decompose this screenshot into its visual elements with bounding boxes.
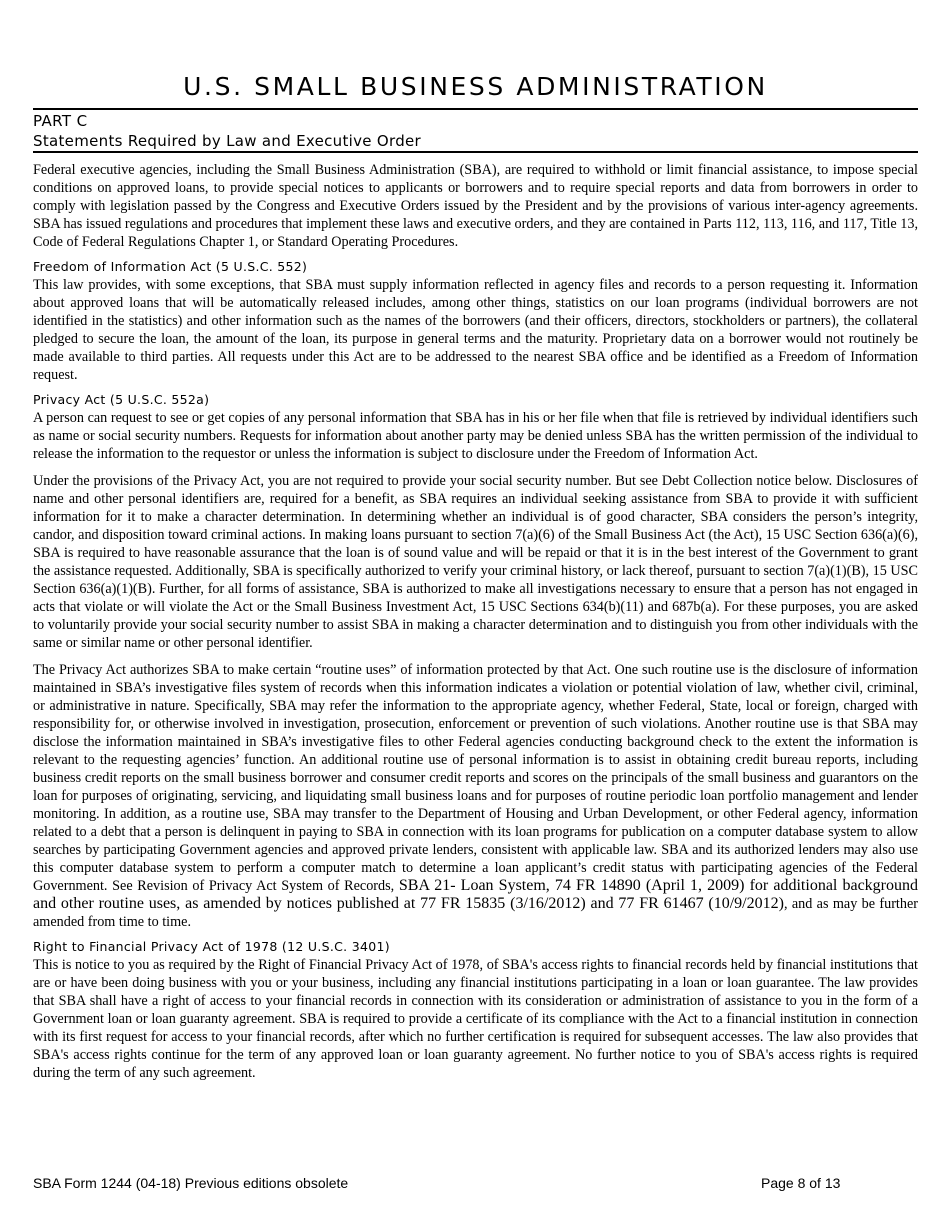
privacy-paragraph-3-start: The Privacy Act authorizes SBA to make certain “routine uses” of information protected by that Act. One such routine use is the disclosure of information maintained in SBA’s investigative files system of records when this information indicates a violation or potential violation of law, whether civil, criminal, or administrative in nature. Specifically, SBA may refer the information to the appropriate agency, whether Federal, State, local or foreign, charged with responsibility for, or otherwise involved in investigation, prosecution, enforcement or prevention of such violations. Another routine use is that SBA may disclose the information maintained in SBA’s investigative files to other Federal agencies conducting background check to the extent the information is relevant to the requesting agencies’ function. An additional routine use of personal information is to assist in obtaining credit bureau reports, including business credit reports on the small business borrower and consumer credit reports and scores on the principals of the small business and guarantors on the loan for purposes of originating, servicing, and liquidating small business loans and for purposes of routine periodic loan portfolio management and lender monitoring. In addition, as a routine use, SBA may transfer to the Department of Housing and Urban Development, or other Federal agency, information related to a debt that a person is delinquent in paying to SBA in connection with its loan programs for publication on a computer database system to allow searches by participating Government agencies and approved private lenders, consistent with applicable law. SBA and its authorized lenders may also use this computer database system to perform a computer match to determine a loan applicant’s credit status with participating agencies of the Federal Government. See Revision of Privacy Act System of Records, <box>33 662 918 894</box>
intro-paragraph: Federal executive agencies, including the Small Business Administration (SBA), are required to withhold or limit financial assistance, to impose special conditions on approved loans, to provide special notices to applicants or borrowers and to require special reports and data from borrowers in order to comply with legislation passed by the Congress and Executive Orders issued by the President and by the provisions of various inter-agency agreements. SBA has issued regulations and procedures that implement these laws and executive orders, and they are contained in Parts 112, 113, 116, and 117, Title 13, Code of Federal Regulations Chapter 1, or Standard Operating Procedures. <box>33 162 918 250</box>
part-title: Statements Required by Law and Executive Order <box>33 132 422 150</box>
privacy-paragraph-3-end: , and as may be further amended from time to time. <box>33 896 918 930</box>
foia-paragraph: This law provides, with some exceptions, that SBA must supply information reflected in agency files and records to a person requesting it. Information about approved loans that will be automatically released includes, among other things, statistics on our loan programs (individual borrowers are not identified in the statistics) and other information such as the names of the borrowers (and their officers, directors, stockholders or partners), the collateral pledged to secure the loan, the amount of the loan, its purpose in general terms and the maturity. Proprietary data on a borrower would not routinely be made available to third parties. All requests under this Act are to be addressed to the nearest SBA office and be identified as a Freedom of Information request. <box>33 277 918 383</box>
section-divider <box>33 151 918 153</box>
privacy-paragraph-3 <box>33 661 918 931</box>
form-number: SBA Form 1244 (04-18) Previous editions obsolete <box>33 1175 349 1191</box>
privacy-paragraph-1: A person can request to see or get copies of any personal information that SBA has in his or her file when that file is retrieved by individual identifiers such as name or social security numbers. Requests for information about another party may be denied unless SBA has the written permission of the individual to release the information to the requestor or unless the information is subject to disclosure under the Freedom of Information Act. <box>33 410 918 462</box>
privacy-paragraph-2: Under the provisions of the Privacy Act, you are not required to provide your social security number. But see Debt Collection notice below. Disclosures of name and other personal identifiers are, required for a benefit, as SBA requires an individual seeking assistance from SBA to provide it with sufficient information for it to make a character determination. In determining whether an individual is of good character, SBA considers the person’s integrity, candor, and disposition toward criminal actions. In making loans pursuant to section 7(a)(6) of the Small Business Act (the Act), 15 USC Section 636(a)(6), SBA is required to have reasonable assurance that the loan is of sound value and will be repaid or that it is in the best interest of the Government to grant the assistance requested. Additionally, SBA is specifically authorized to verify your criminal history, or lack thereof, pursuant to section 7(a)(1)(B), 15 USC Section 636(a)(1)(B). Further, for all forms of assistance, SBA is authorized to make all investigations necessary to ensure that a person has not engaged in acts that violate or will violate the Act or the Small Business Investment Act, 15 USC Sections 634(b)(11) and 687b(a). For these purposes, you are asked to voluntarily provide your social security number to assist SBA in making a character determination and to distinguish you from other individuals with the same or similar name or other personal identifier. <box>33 473 918 651</box>
privacy-paragraph-3-citation: SBA 21- Loan System, 74 FR 14890 (April 1, 2009) for additional background and other routine uses, as amended by notices published at 77 FR 15835 (3/16/2012) and 77 FR 61467 (10/9/2012) <box>33 877 919 912</box>
top-divider <box>33 108 918 110</box>
document-page <box>33 0 918 1082</box>
rfpa-heading: Right to Financial Privacy Act of 1978 (12 U.S.C. 3401) <box>33 939 390 954</box>
part-label: PART C <box>33 112 88 130</box>
page-number: Page 8 of 13 <box>761 1175 841 1191</box>
privacy-heading: Privacy Act (5 U.S.C. 552a) <box>33 392 210 407</box>
foia-heading: Freedom of Information Act (5 U.S.C. 552) <box>33 259 308 274</box>
rfpa-paragraph: This is notice to you as required by the Right of Financial Privacy Act of 1978, of SBA's access rights to financial records held by financial institutions that are or have been doing business with you or your business, including any financial institutions participating in a loan or loan guarantee. The law provides that SBA shall have a right of access to your financial records in connection with its consideration or administration of assistance to you in the form of a Government loan or loan guaranty agreement. SBA is required to provide a certificate of its compliance with the Act to a financial institution in connection with its first request for access to your financial records, after which no further certification is required for subsequent accesses. The law also provides that SBA's access rights continue for the term of any approved loan or loan guaranty agreement. No further notice to you of SBA's access rights is required during the term of any such agreement. <box>33 957 918 1081</box>
agency-title: U.S. SMALL BUSINESS ADMINISTRATION <box>183 72 768 101</box>
